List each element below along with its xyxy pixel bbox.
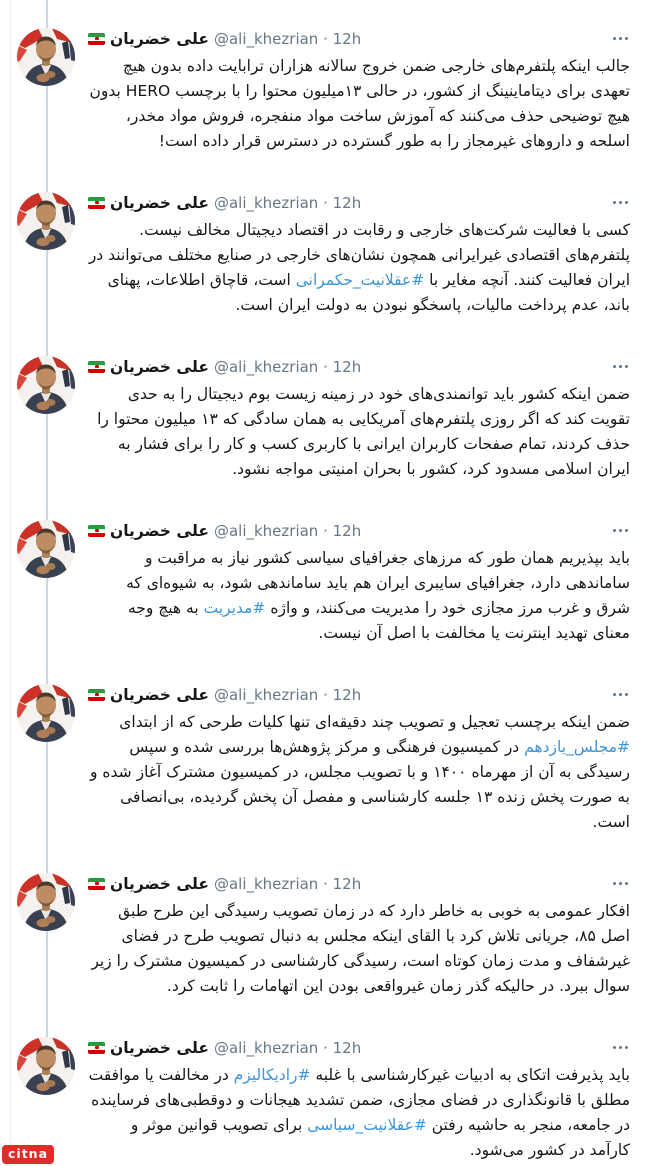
iran-flag-icon — [88, 689, 105, 701]
tweet-header — [88, 1037, 630, 1058]
display-name[interactable]: علی خضریان — [110, 521, 209, 540]
tweet-content — [88, 873, 647, 999]
tweet-text — [88, 899, 630, 999]
hashtag-link[interactable]: #رادیکالیزم — [233, 1066, 311, 1084]
avatar-rail — [11, 684, 88, 835]
avatar[interactable] — [17, 1037, 75, 1095]
display-name[interactable]: علی خضریان — [110, 193, 209, 212]
handle-timestamp[interactable]: @ali_khezrian · 12h — [213, 29, 362, 48]
iran-flag-icon — [88, 878, 105, 890]
tweet[interactable] — [0, 16, 647, 180]
tweet-text-segment: برای تصویب قوانین موثر و کارآمد در کشور می‌شود. — [130, 1116, 630, 1159]
avatar-rail — [11, 28, 88, 154]
handle-timestamp[interactable]: @ali_khezrian · 12h — [213, 357, 362, 376]
tweet-text — [88, 710, 630, 835]
avatar-rail — [11, 192, 88, 318]
handle-timestamp[interactable]: @ali_khezrian · 12h — [213, 521, 362, 540]
tweet-text-segment: ضمن اینکه برچسب تعجیل و تصویب چند دقیقه‌ای تنها کلیات طرحی که از ابتدای — [119, 713, 630, 731]
display-name[interactable]: علی خضریان — [110, 29, 209, 48]
hashtag-link[interactable]: #عقلانیت_حکمرانی — [295, 271, 425, 289]
tweet-text — [88, 546, 630, 646]
tweet-text — [88, 382, 630, 482]
more-options-icon[interactable] — [611, 880, 631, 888]
more-options-icon[interactable] — [611, 527, 631, 535]
hashtag-link[interactable]: #عقلانیت_سیاسی — [307, 1116, 427, 1134]
tweet-text-segment: باید بپذیریم همان طور که مرزهای جغرافیای سیاسی کشور نیاز به مراقبت و ساماندهی دارد، جغرافیای سایبری ایران هم باید ساماندهی شود، به شیوه‌ای که شرق و غرب مرز مجازی خود را مدیریت می‌کنند، و واژه — [126, 549, 630, 617]
hashtag-link[interactable]: #مدیریت — [203, 599, 266, 617]
handle-timestamp[interactable]: @ali_khezrian · 12h — [213, 685, 362, 704]
avatar[interactable] — [17, 28, 75, 86]
tweet-header — [88, 192, 630, 213]
tweet-content — [88, 28, 647, 154]
tweet-content — [88, 356, 647, 482]
iran-flag-icon — [88, 525, 105, 537]
more-options-icon[interactable] — [611, 35, 631, 43]
avatar[interactable] — [17, 520, 75, 578]
tweet-text-segment: است، قاچاق اطلاعات، پهنای باند، عدم پرداخت مالیات، پاسخگو نبودن به دولت ایران است. — [107, 271, 630, 314]
iran-flag-icon — [88, 1042, 105, 1054]
tweet[interactable] — [0, 672, 647, 861]
tweet-text — [88, 1063, 630, 1163]
avatar[interactable] — [17, 873, 75, 931]
tweet[interactable] — [0, 861, 647, 1025]
display-name[interactable]: علی خضریان — [110, 874, 209, 893]
citna-watermark-logo: citna — [2, 1145, 54, 1165]
tweet-content — [88, 192, 647, 318]
avatar[interactable] — [17, 356, 75, 414]
tweet-header — [88, 873, 630, 894]
tweet-content — [88, 1037, 647, 1163]
more-options-icon[interactable] — [611, 363, 631, 371]
tweet-content — [88, 684, 647, 835]
tweet-header — [88, 520, 630, 541]
more-options-icon[interactable] — [611, 691, 631, 699]
avatar-rail — [11, 356, 88, 482]
tweet-text — [88, 218, 630, 318]
avatar[interactable] — [17, 192, 75, 250]
tweet-header — [88, 684, 630, 705]
avatar[interactable] — [17, 684, 75, 742]
tweet-text-segment: جالب اینکه پلتفرم‌های خارجی ضمن خروج سالانه هزاران ترابایت داده بدون هیچ تعهدی برای دیتاماینینگ از کشور، در حالی ۱۳میلیون محتوا را با برچسب HERO بدون هیچ توضیحی حذف می‌کنند که آموزش ساخت مواد منفجره، فروش مواد مخدر، اسلحه و داروهای غیرمجاز را به طور گسترده در دسترس قرار داده است! — [89, 57, 630, 150]
tweet-header — [88, 356, 630, 377]
display-name[interactable]: علی خضریان — [110, 357, 209, 376]
tweet-text — [88, 54, 630, 154]
iran-flag-icon — [88, 361, 105, 373]
tweet-content — [88, 520, 647, 646]
avatar-rail — [11, 520, 88, 646]
handle-timestamp[interactable]: @ali_khezrian · 12h — [213, 1038, 362, 1057]
iran-flag-icon — [88, 33, 105, 45]
tweet[interactable] — [0, 508, 647, 672]
tweet-text-segment: ضمن اینکه کشور باید توانمندی‌های خود در زمینه زیست بوم دیجیتال را به حدی تقویت کند که اگر روزی پلتفرم‌های آمریکایی به همان سادگی که ۱۳ میلیون محتوا را حذف کردند، تمام صفحات کاربران ایرانی با کاربری کسب و کار را برای فشار به ایران اسلامی مسدود کرد، کشور با بحران امنیتی مواجه نشود. — [97, 385, 630, 478]
tweet-header — [88, 28, 630, 49]
tweet[interactable] — [0, 344, 647, 508]
tweet-text-segment: به هیچ وجه معنای تهدید اینترنت یا مخالفت با اصل آن نیست. — [127, 599, 630, 642]
avatar-rail — [11, 873, 88, 999]
tweet-text-segment: در کمیسیون فرهنگی و مرکز پژوهش‌ها بررسی شده و سپس رسیدگی به آن از مهرماه ۱۴۰۰ و با تصویب مجلس، در کمیسیون مشترک آغاز شده و به صورت پخش زنده ۱۳ جلسه کارشناسی و مفصل آن پخش گردیده، بی‌انصافی است. — [90, 738, 630, 831]
display-name[interactable]: علی خضریان — [110, 685, 209, 704]
tweet[interactable] — [0, 1025, 647, 1167]
handle-timestamp[interactable]: @ali_khezrian · 12h — [213, 874, 362, 893]
hashtag-link[interactable]: #مجلس_یازدهم — [524, 738, 630, 756]
tweet-text-segment: باید پذیرفت اتکای به ادبیات غیرکارشناسی با غلبه — [310, 1066, 630, 1084]
tweet-text-segment: کسی با فعالیت شرکت‌های خارجی و رقابت در اقتصاد دیجیتال مخالف نیست. پلتفرم‌های اقتصادی غیرایرانی همچون نشان‌های خارجی در صنایع مختلف می‌توانند در ایران فعالیت کنند. آنچه مغایر با — [88, 221, 630, 289]
handle-timestamp[interactable]: @ali_khezrian · 12h — [213, 193, 362, 212]
iran-flag-icon — [88, 197, 105, 209]
display-name[interactable]: علی خضریان — [110, 1038, 209, 1057]
more-options-icon[interactable] — [611, 1044, 631, 1052]
tweet-text-segment: در مخالفت یا موافقت مطلق با قانونگذاری در فضای مجازی، ضمن تشدید هیجانات و دوقطبی‌های فرساینده در جامعه، منجر به حاشیه رفتن — [88, 1066, 630, 1134]
tweet-text-segment: افکار عمومی به خوبی به خاطر دارد که در زمان تصویب رسیدگی این طرح طبق اصل ۸۵، جریانی تلاش کرد با القای اینکه مجلس به دنبال تصویب طرح در فضای غیرشفاف و مدت زمان کوتاه است، رسیدگی کارشناسی در کمیسیون مشترک را زیر سوال ببرد. در حالیکه گذر زمان غیرواقعی بودن این اتهامات را ثابت کرد. — [91, 902, 630, 995]
tweet[interactable] — [0, 180, 647, 344]
more-options-icon[interactable] — [611, 199, 631, 207]
